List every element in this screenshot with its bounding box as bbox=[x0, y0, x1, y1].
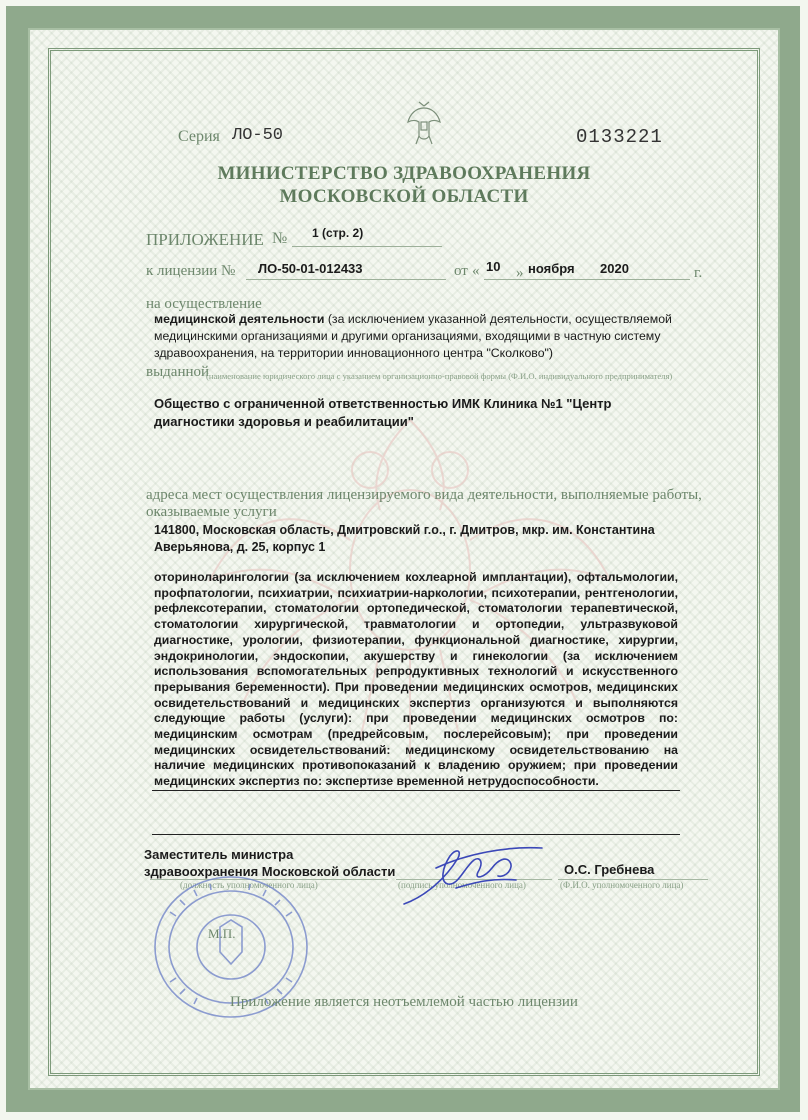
annex-number-underline bbox=[292, 246, 442, 247]
activity-description: (за исключением указанной деятельности, осуществляемой медицинскими организациями и другими организациями, входящими в частную систему здравоохранения, на территории инновационного центра "Сколково") bbox=[154, 312, 672, 360]
footer-note: Приложение является неотъемлемой частью лицензии bbox=[230, 994, 578, 1010]
issued-caption: (наименование юридического лица с указанием организационно-правовой формы (Ф.И.О. индивидуального предпринимателя) bbox=[206, 371, 673, 381]
ministry-title-line2: МОСКОВСКОЙ ОБЛАСТИ bbox=[279, 186, 529, 207]
series-label: Серия bbox=[178, 128, 220, 145]
license-year: 2020 bbox=[600, 261, 629, 276]
coat-of-arms-icon bbox=[402, 100, 446, 146]
signatory-position-line1: Заместитель министра bbox=[144, 847, 294, 862]
license-date-from-label: от bbox=[454, 263, 468, 279]
annex-label: ПРИЛОЖЕНИЕ bbox=[146, 230, 264, 249]
signatory-name: О.С. Гребнева bbox=[564, 862, 655, 877]
issued-label: выданной bbox=[146, 364, 210, 380]
license-month: ноября bbox=[528, 261, 575, 276]
annex-number-sign: № bbox=[272, 230, 288, 247]
signatory-position-line2: здравоохранения Московской области bbox=[144, 864, 396, 879]
activity-type: медицинской деятельности bbox=[154, 312, 325, 326]
license-date-underline bbox=[484, 279, 690, 280]
ministry-title-line1: МИНИСТЕРСТВО ЗДРАВООХРАНЕНИЯ bbox=[217, 163, 591, 184]
license-day: 10 bbox=[486, 259, 501, 274]
divider-line bbox=[152, 790, 680, 791]
license-number: ЛО-50-01-012433 bbox=[258, 261, 363, 276]
quote-close: » bbox=[516, 265, 524, 281]
stamp-place-label: М.П. bbox=[208, 926, 236, 941]
series-value: ЛО-50 bbox=[232, 126, 284, 145]
form-number: 0133221 bbox=[576, 126, 663, 148]
name-caption: (Ф.И.О. уполномоченного лица) bbox=[560, 880, 684, 890]
signature-caption: (подпись уполномоченного лица) bbox=[398, 880, 526, 890]
annex-number-value: 1 (стр. 2) bbox=[312, 226, 364, 240]
divider-line-bottom bbox=[152, 834, 680, 835]
position-caption: (должность уполномоченного лица) bbox=[180, 880, 318, 890]
organization-name: Общество с ограниченной ответственностью ИМК Клиника №1 "Центр диагностики здоровья и реабилитации" bbox=[154, 396, 612, 429]
license-number-underline bbox=[246, 279, 446, 280]
license-label: к лицензии № bbox=[146, 263, 236, 279]
quote-open: « bbox=[472, 263, 480, 279]
address-value: 141800, Московская область, Дмитровский г.о., г. Дмитров, мкр. им. Константина Аверьянова, д. 25, корпус 1 bbox=[154, 523, 655, 554]
address-label: адреса мест осуществления лицензируемого вида деятельности, выполняемые работы, оказываемые услуги bbox=[146, 487, 702, 520]
works-list: оториноларингологии (за исключением кохлеарной имплантации), офтальмологии, профпатологии, психиатрии, психиатрии-наркологии, психотерапии, рентгенологии, рефлексотерапии, стоматологии ортопедической, стоматологии терапевтической, стоматологии хирургической, травматологии и ортопедии, ультразвуковой диагностике, урологии, физиотерапии, функциональной диагностике, хирургии, эндокринологии, эндоскопии, акушерству и гинекологии (за исключением использования вспомогательных репродуктивных технологий и искусственного прерывания беременности). При проведении медицинских осмотров, медицинских освидетельствований и медицинских экспертиз организуются и выполняются следующие работы (услуги): при проведении медицинских осмотров по: медицинским осмотрам (предрейсовым, послерейсовым); при проведении медицинских освидетельствований: медицинскому освидетельствованию на наличие медицинских противопоказаний к владению оружием; при проведении медицинских экспертиз по: экспертизе временной нетрудоспособности. bbox=[154, 570, 678, 789]
handwritten-signature-icon bbox=[396, 838, 546, 912]
activity-text bbox=[154, 311, 684, 362]
activity-label: на осуществление bbox=[146, 296, 262, 312]
license-year-suffix: г. bbox=[694, 265, 703, 281]
